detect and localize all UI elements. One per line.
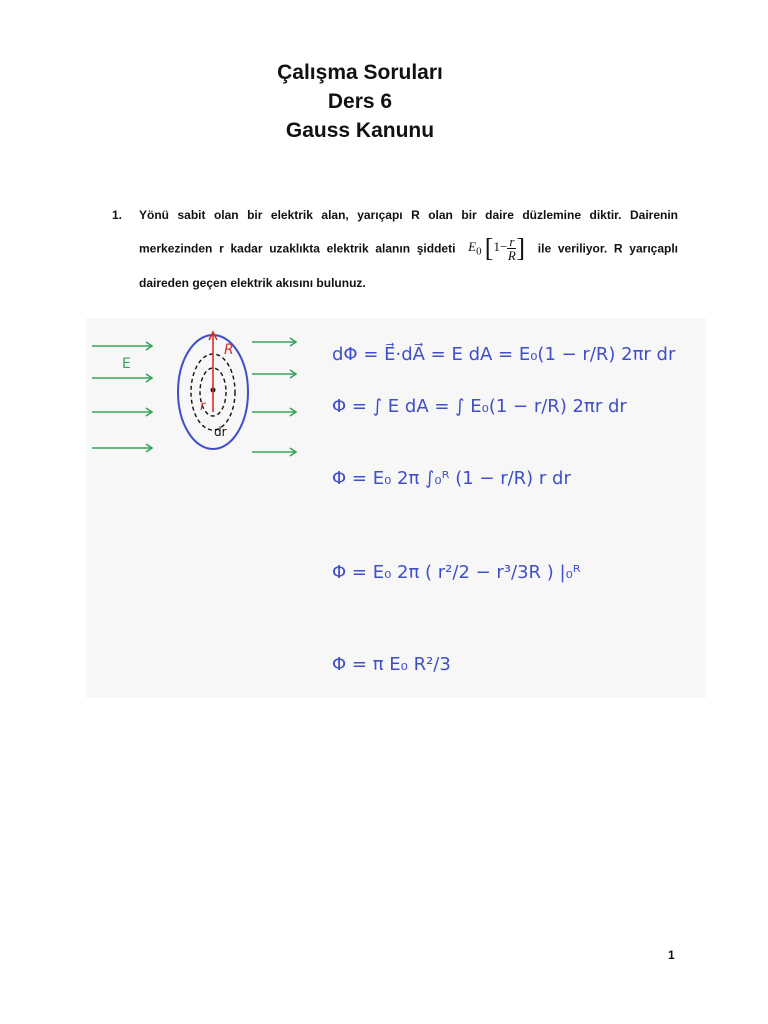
field-formula: $E_0$ [1− $\frac{r}{R}$ ] <box>468 233 526 263</box>
title-line-2: Ders 6 <box>327 90 393 113</box>
page-number: 1 <box>668 948 675 962</box>
formula-one-minus: 1− <box>493 239 508 254</box>
problem-text <box>139 200 678 299</box>
step-3: Φ = E₀ 2π ∫₀ᴿ (1 − r/R) r dr <box>332 468 571 489</box>
dr-label: dr <box>214 425 227 439</box>
r-label: r <box>200 399 206 414</box>
formula-denominator: R <box>507 247 516 263</box>
title-line-1: Çalışma Soruları <box>277 61 443 84</box>
problem-number: 1. <box>112 208 123 222</box>
title-line-3: Gauss Kanunu <box>285 119 435 142</box>
step-1: dΦ = E⃗·dA⃗ = E dA = E₀(1 − r/R) 2πr dr <box>332 344 676 365</box>
formula-e: E <box>468 239 477 254</box>
document-title <box>230 58 490 145</box>
formula-e-sub: 0 <box>476 245 482 258</box>
problem-1 <box>112 200 678 299</box>
radius-label: R <box>224 342 234 358</box>
field-label: E <box>122 356 131 372</box>
formula-numerator: r <box>509 233 515 249</box>
problem-text-part2: ile veriliyor. R yarıçaplı daireden geçen elektrik akısını bulunuz. <box>139 241 679 290</box>
handwritten-solution <box>86 318 706 698</box>
problem-text-part1: Yönü sabit olan bir elektrik alan, yarıçapı R olan bir daire düzlemine diktir. Dairenin merkezinden r kadar uzaklıkta elektrik alanın şiddeti <box>139 208 678 256</box>
solution-svg <box>86 318 706 698</box>
step-4: Φ = E₀ 2π ( r²/2 − r³/3R ) |₀ᴿ <box>332 562 581 583</box>
step-2: Φ = ∫ E dA = ∫ E₀(1 − r/R) 2πr dr <box>332 396 627 417</box>
step-5: Φ = π E₀ R²/3 <box>332 654 451 675</box>
